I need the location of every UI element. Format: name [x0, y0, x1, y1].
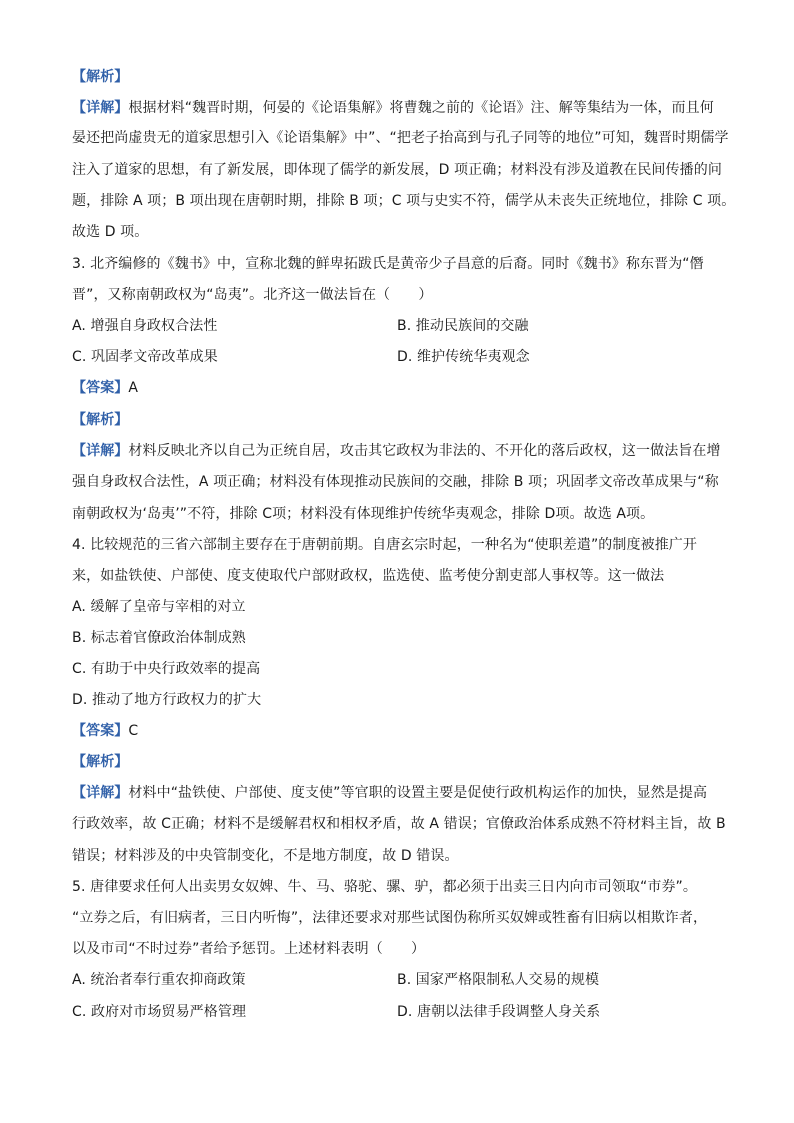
q3-detail-line: 南朝政权为‘岛夷’”不符，排除 C项；材料没有体现维护传统华夷观念，排除 D项。故选 A项。	[72, 506, 655, 522]
q2-detail-line: 故选 D 项。	[72, 224, 149, 240]
q4-detail-text: 材料中“盐铁使、户部使、度支使”等官职的设置主要是促使行政机构运作的加快，显然是提高	[128, 785, 708, 801]
analysis-tag: 【解析】	[72, 754, 129, 770]
q3-option-b: B. 推动民族间的交融	[397, 318, 529, 334]
detail-tag: 【详解】	[72, 100, 129, 116]
q4-option-b: B. 标志着官僚政治体制成熟	[72, 630, 246, 646]
q5-option-a: A. 统治者奉行重农抑商政策	[72, 972, 246, 988]
analysis-tag: 【解析】	[72, 412, 129, 428]
q3-option-d: D. 维护传统华夷观念	[397, 349, 530, 365]
q4-stem-line: 4. 比较规范的三省六部制主要存在于唐朝前期。自唐玄宗时起，一种名为“使职差遣”的制度被推广开	[72, 537, 698, 553]
q3-option-c: C. 巩固孝文帝改革成果	[72, 349, 218, 365]
q5-stem-line: 以及市司“不时过券”者给予惩罚。上述材料表明（ ）	[72, 941, 426, 957]
q2-detail-text: 根据材料“魏晋时期，何晏的《论语集解》将曹魏之前的《论语》注、解等集结为一体，而且何	[128, 100, 714, 116]
q5-stem-line: 5. 唐律要求任何人出卖男女奴婢、牛、马、骆驼、骡、驴，都必须于出卖三日内向市司领取“市券”。	[72, 879, 698, 895]
q4-answer-value: C	[128, 723, 139, 739]
q4-detail-line: 行政效率，故 C正确；材料不是缓解君权和相权矛盾，故 A 错误；官僚政治体系成熟不符材料主旨，故 B	[72, 816, 726, 832]
q4-detail-line	[72, 783, 707, 803]
q3-detail-line: 强自身政权合法性，A 项正确；材料没有体现推动民族间的交融，排除 B 项；巩固孝文帝改革成果与“称	[72, 474, 719, 490]
answer-tag: 【答案】	[72, 723, 129, 739]
q3-stem-line: 3. 北齐编修的《魏书》中，宣称北魏的鲜卑拓跋氏是黄帝少子昌意的后裔。同时《魏书》称东晋为“僭	[72, 256, 704, 272]
q5-stem-line: “立券之后，有旧病者，三日内听悔”，法律还要求对那些试图伪称所买奴婢或牲畜有旧病以相欺诈者，	[72, 910, 708, 926]
q4-answer-line	[72, 721, 138, 741]
q3-answer-line	[72, 378, 138, 398]
q5-option-c: C. 政府对市场贸易严格管理	[72, 1004, 247, 1020]
q2-detail-line: 注入了道家的思想，有了新发展，即体现了儒学的新发展，D 项正确；材料没有涉及道教在民间传播的问	[72, 162, 722, 178]
q4-stem-line: 来，如盐铁使、户部使、度支使取代户部财政权，监选使、监考使分割吏部人事权等。这一做法	[72, 568, 665, 584]
q4-option-a: A. 缓解了皇帝与宰相的对立	[72, 599, 246, 615]
detail-tag: 【详解】	[72, 785, 129, 801]
q2-detail-line: 晏还把尚虚贵无的道家思想引入《论语集解》中”、“把老子抬高到与孔子同等的地位”可知，魏晋时期儒学	[72, 130, 729, 146]
q3-option-a: A. 增强自身政权合法性	[72, 318, 218, 334]
analysis-tag: 【解析】	[72, 69, 129, 85]
q2-detail-line: 题，排除 A 项；B 项出现在唐朝时期，排除 B 项；C 项与史实不符，儒学从未丧失正统地位，排除 C 项。	[72, 193, 736, 209]
q5-option-d: D. 唐朝以法律手段调整人身关系	[397, 1004, 601, 1020]
q5-option-b: B. 国家严格限制私人交易的规模	[397, 972, 600, 988]
q3-stem-line: 晋”，又称南朝政权为“岛夷”。北齐这一做法旨在（ ）	[72, 287, 433, 303]
q3-answer-value: A	[128, 380, 139, 396]
q2-detail-line	[72, 98, 714, 118]
detail-tag: 【详解】	[72, 443, 129, 459]
q3-detail-text: 材料反映北齐以自己为正统自居，攻击其它政权为非法的、不开化的落后政权，这一做法旨在增	[128, 443, 721, 459]
q4-option-d: D. 推动了地方行政权力的扩大	[72, 692, 262, 708]
answer-tag: 【答案】	[72, 380, 129, 396]
q4-option-c: C. 有助于中央行政效率的提高	[72, 661, 261, 677]
q4-detail-line: 错误；材料涉及的中央管制变化，不是地方制度，故 D 错误。	[72, 848, 459, 864]
q3-detail-line	[72, 441, 721, 461]
